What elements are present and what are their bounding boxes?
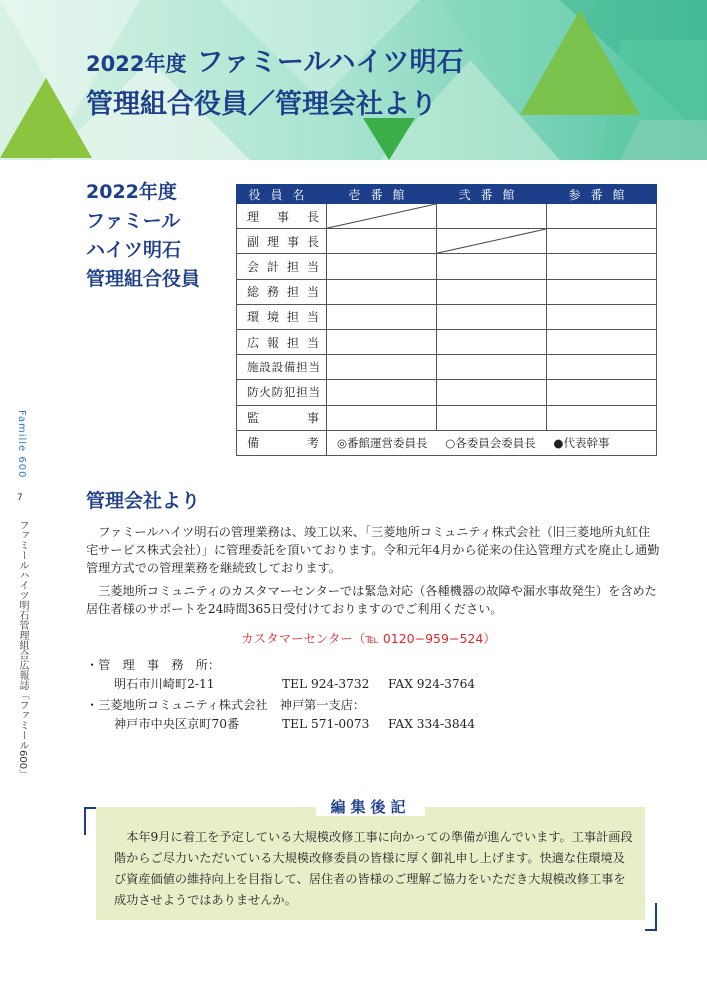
table-cell — [436, 204, 546, 229]
officers-heading — [86, 178, 200, 294]
table-cell — [327, 380, 437, 405]
office-tel: TEL 924-3732 — [282, 677, 370, 691]
table-cell — [327, 405, 437, 430]
diagonal-line — [437, 229, 546, 253]
customer-center-phone: カスタマーセンター（℡ 0120−959−524） — [241, 631, 496, 646]
col-header-building-2: 弐番館 — [436, 185, 546, 204]
office-label: ・管 理 事 務 所： — [86, 658, 221, 672]
note-item: ●代表幹事 — [553, 435, 610, 450]
table-row — [237, 229, 657, 254]
table-cell — [436, 229, 546, 254]
role-cell: 施設設備担当 — [237, 355, 327, 380]
office-contact — [114, 675, 475, 692]
officers-table — [236, 184, 657, 456]
table-cell — [327, 355, 437, 380]
table-cell — [436, 329, 546, 354]
table-row — [237, 355, 657, 380]
corner-bracket-bottom-right — [645, 903, 657, 931]
officers-heading-line: ハイツ明石 — [86, 239, 182, 261]
role-cell: 会計担当 — [237, 254, 327, 279]
title-year: 2022年度 — [86, 52, 187, 76]
table-cell — [436, 279, 546, 304]
table-cell — [327, 329, 437, 354]
page-title — [86, 40, 463, 79]
table-cell — [546, 304, 656, 329]
role-cell: 広報担当 — [237, 329, 327, 354]
branch-address: 神戸市中央区京町70番 — [114, 717, 240, 731]
side-magazine-title: ファミールハイツ明石管理組合広報誌「ファミール600」 — [17, 520, 28, 780]
table-cell — [327, 204, 437, 229]
company-paragraph-2: 三菱地所コミュニティのカスタマーセンターでは緊急対応（各種機器の故障や漏水事故発生）を含めた居住者様のサポートを24時間365日受付けておりますのでご利用ください。 — [86, 584, 657, 617]
table-row — [237, 304, 657, 329]
table-cell — [327, 254, 437, 279]
notes-label-cell: 備考 — [237, 430, 327, 455]
table-cell — [546, 229, 656, 254]
page-number: 7 — [17, 493, 23, 503]
company-heading: 管理会社より — [86, 490, 201, 512]
branch-label: ・三菱地所コミュニティ株式会社 神戸第一支店： — [86, 698, 366, 712]
note-item: ○各委員会委員長 — [445, 435, 536, 450]
title-name: ファミールハイツ明石 — [196, 47, 464, 78]
table-cell — [546, 329, 656, 354]
branch-tel: TEL 571-0073 — [282, 717, 370, 731]
table-cell — [546, 355, 656, 380]
table-header-row — [237, 185, 657, 204]
table-cell — [436, 254, 546, 279]
table-row — [237, 405, 657, 430]
table-cell — [327, 304, 437, 329]
header-banner — [0, 0, 707, 160]
table-row — [237, 204, 657, 229]
office-fax: FAX 924-3764 — [388, 677, 476, 691]
table-cell — [546, 380, 656, 405]
table-row — [237, 329, 657, 354]
notes-cell — [327, 430, 657, 455]
table-cell — [546, 254, 656, 279]
office-address: 明石市川崎町2-11 — [114, 677, 215, 691]
editor-note-title-text: 編集後記 — [316, 798, 424, 816]
col-header-building-1: 壱番館 — [327, 185, 437, 204]
table-cell — [436, 304, 546, 329]
diagonal-line — [327, 204, 436, 228]
col-header-building-3: 参番館 — [546, 185, 656, 204]
editor-note-text: 本年9月に着工を予定している大規模改修工事に向かっての準備が進んでいます。工事計画段階からご尽力いただいている大規模改修委員の皆様に厚く御礼申し上げます。快適な住環境及び資産価値の維持向上を目指して、居住者の皆様のご理解ご協力をいただき大規模改修工事を成功させようではありませんか。 — [114, 830, 633, 907]
role-cell: 環境担当 — [237, 304, 327, 329]
editor-note-title — [84, 796, 657, 817]
branch-fax: FAX 334-3844 — [388, 717, 476, 731]
banner-graphic — [0, 0, 707, 160]
table-row — [237, 254, 657, 279]
officers-heading-line: 管理組合役員 — [86, 268, 201, 290]
table-cell — [436, 380, 546, 405]
editor-note-box — [84, 798, 657, 931]
table-cell — [327, 279, 437, 304]
table-cell — [546, 405, 656, 430]
branch-contact — [114, 715, 475, 732]
company-paragraph-1: ファミールハイツ明石の管理業務は、竣工以来、「三菱地所コミュニティ株式会社（旧三菱地所丸紅住宅サービス株式会社）」に管理委託を頂いております。令和元年4月から従来の住込管理方式を廃止し通勤管理方式での管理業務を継続致しております。 — [86, 525, 660, 576]
table-cell — [436, 405, 546, 430]
table-cell — [546, 204, 656, 229]
role-cell: 理事長 — [237, 204, 327, 229]
officers-heading-line: ファミール — [86, 210, 181, 232]
table-row — [237, 430, 657, 455]
role-cell: 防火防犯担当 — [237, 380, 327, 405]
role-cell: 監事 — [237, 405, 327, 430]
col-header-role: 役員名 — [237, 185, 327, 204]
note-item: ◎番館運営委員長 — [337, 435, 428, 450]
table-cell — [436, 355, 546, 380]
role-cell: 副理事長 — [237, 229, 327, 254]
table-cell — [327, 229, 437, 254]
side-brand: Famille 600 — [16, 410, 27, 479]
page-subtitle: 管理組合役員／管理会社より — [86, 89, 437, 120]
table-row — [237, 279, 657, 304]
officers-heading-line: 2022年度 — [86, 181, 177, 203]
table-row — [237, 380, 657, 405]
table-cell — [546, 279, 656, 304]
role-cell: 総務担当 — [237, 279, 327, 304]
